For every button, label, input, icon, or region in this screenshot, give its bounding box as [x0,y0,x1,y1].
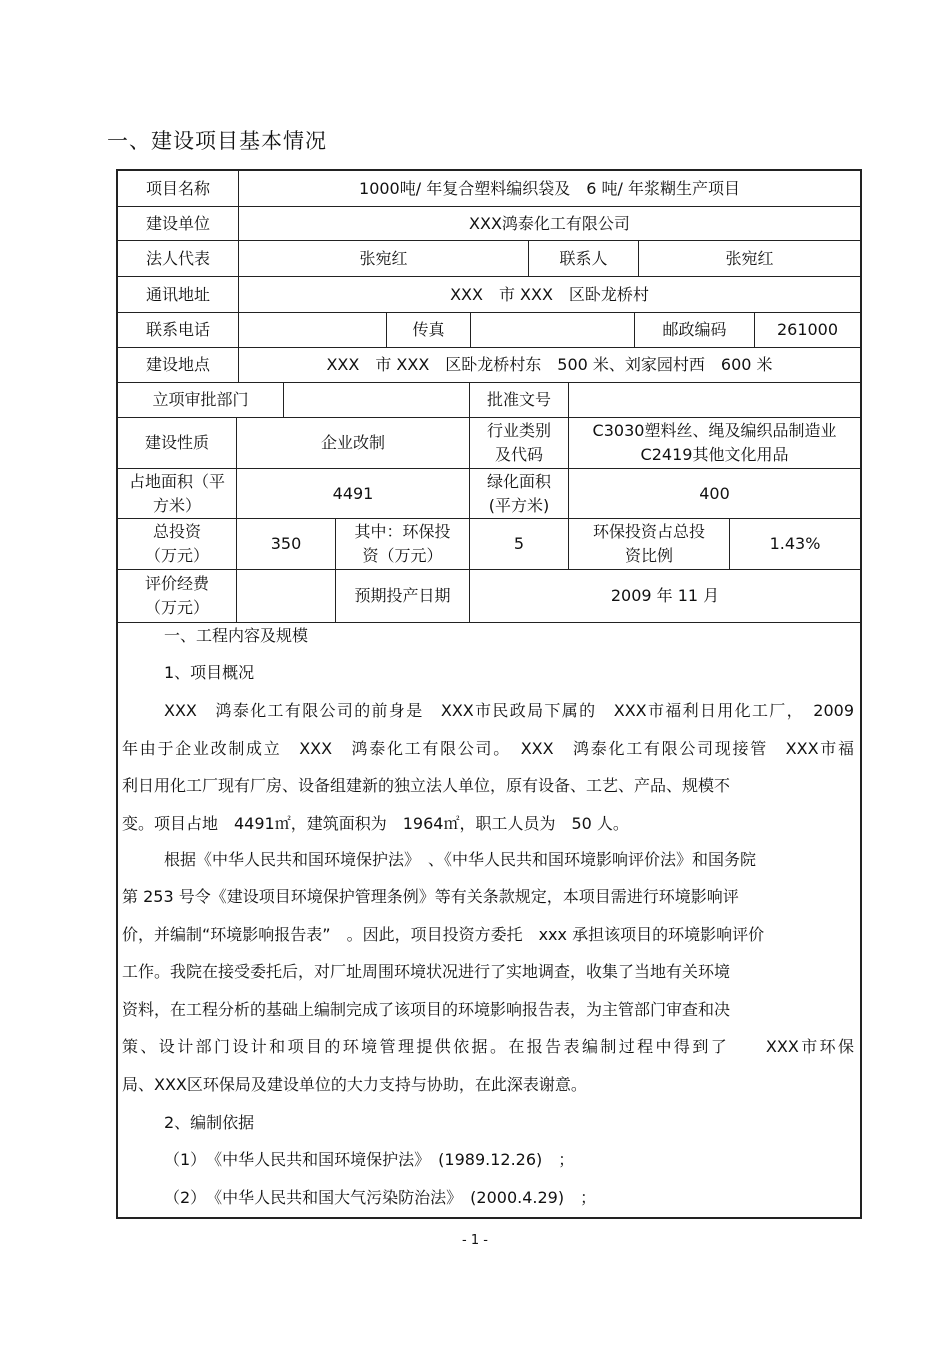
label-total-investment [118,519,236,569]
label-phone: 联系电话 [145,320,210,339]
label-assessment-fee-line2: （万元） [144,598,209,617]
value-industry-code [568,418,860,468]
table-row [118,171,860,207]
label-production-date: 预期投产日期 [335,570,469,622]
label-approval-no: 批准文号 [469,383,568,417]
label-env-ratio-line2: 资比例 [624,546,673,565]
table-row [118,519,860,570]
label-env-ratio [568,519,729,569]
paragraph-line: 利日用化工厂现有厂房、设备组建新的独立法人单位，原有设备、工艺、产品、规模不 [122,776,731,795]
paragraph-line: 根据《中华人民共和国环境保护法》 、《中华人民共和国环境影响评价法》和国务院 [164,850,757,869]
table-row [118,313,860,348]
label-land-area-line1: 占地面积（平 [128,471,225,491]
paragraph-line: 局、XXX区环保局及建设单位的大力支持与协助，在此深表谢意。 [122,1075,587,1094]
paragraph-line: 资料，在工程分析的基础上编制完成了该项目的环境影响报告表，为主管部门审查和决 [122,1000,731,1019]
table-row [118,469,860,519]
section-heading: 一、工程内容及规模 [164,626,309,645]
label-green-area-line2: (平方米) [488,495,550,515]
value-contact: 张宛红 [638,241,860,276]
value-construction-unit: XXX鸿泰化工有限公司 [238,207,860,240]
value-green-area: 400 [568,469,860,518]
value-phone [238,313,386,347]
value-address: XXX 市 XXX 区卧龙桥村 [238,277,860,312]
label-approval-dept: 立项审批部门 [152,390,249,409]
value-postcode: 261000 [754,313,860,347]
label-nature: 建设性质 [144,433,209,452]
label-fax: 传真 [386,313,470,347]
label-land-area-line2: 方米） [152,495,201,515]
project-description [118,623,860,1217]
table-row [118,277,860,313]
value-site: XXX 市 XXX 区卧龙桥村东 500 米、刘家园村西 600 米 [238,348,860,382]
label-total-investment-line2: （万元） [144,546,209,565]
page-title: 一、建设项目基本情况 [107,129,327,153]
value-assessment-fee [236,570,335,622]
reference-item: （1） 《中华人民共和国环境保护法》 (1989.12.26) ； [164,1150,575,1169]
label-total-investment-line1: 总投资 [152,522,201,541]
table-row [118,383,860,418]
subsection-heading: 1、项目概况 [164,663,255,682]
label-industry-code [469,418,568,468]
subsection-heading: 2、编制依据 [164,1113,255,1132]
paragraph-line: 工作。我院在接受委托后，对厂址周围环境状况进行了实地调查，收集了当地有关环境 [122,962,731,981]
paragraph-line: 年由于企业改制成立 XXX 鸿泰化工有限公司。 XXX 鸿泰化工有限公司现接管 XXX市福 [122,739,854,758]
paragraph-line: 价，并编制“环境影响报告表” 。因此，项目投资方委托 xxx 承担该项目的环境影响评价 [122,925,765,944]
label-postcode: 邮政编码 [634,313,754,347]
value-approval-dept [283,383,469,417]
table-row [118,241,860,277]
label-assessment-fee-line1: 评价经费 [144,574,209,593]
page-number: - 1 - [462,1233,488,1248]
value-project-name: 1000吨/ 年复合塑料编织袋及 6 吨/ 年浆糊生产项目 [238,171,860,206]
value-land-area: 4491 [236,469,469,518]
value-nature: 企业改制 [236,418,469,468]
label-env-investment-line1: 其中：环保投 [354,522,451,541]
value-total-investment: 350 [236,519,335,569]
label-industry-code-line1: 行业类别 [486,421,551,440]
label-env-ratio-line1: 环保投资占总投 [592,522,705,541]
label-env-investment [335,519,469,569]
value-industry-code-line1: C3030塑料丝、绳及编织品制造业 [592,421,837,440]
value-production-date: 2009 年 11 月 [469,570,860,622]
paragraph-line: 策、设计部门设计和项目的环境管理提供依据。在报告表编制过程中得到了 XXX市环保 [122,1037,854,1056]
label-project-name: 项目名称 [145,178,210,198]
value-industry-code-line2: C2419其他文化用品 [640,445,789,464]
label-assessment-fee [118,570,236,622]
table-row [118,570,860,623]
label-green-area-line1: 绿化面积 [486,471,551,491]
label-industry-code-line2: 及代码 [494,445,543,464]
label-green-area [469,469,568,518]
label-legal-rep: 法人代表 [145,248,210,268]
project-info-table [116,169,862,1219]
paragraph-line: 变。项目占地 4491㎡，建筑面积为 1964㎡，职工人员为 50 人。 [122,814,629,833]
value-env-investment: 5 [469,519,568,569]
label-site: 建设地点 [145,355,210,374]
label-construction-unit: 建设单位 [145,213,210,233]
table-row [118,418,860,469]
table-row [118,207,860,241]
label-contact: 联系人 [528,241,638,276]
value-approval-no [568,383,860,417]
label-land-area [118,469,236,518]
label-env-investment-line2: 资（万元） [362,546,443,565]
table-row [118,348,860,383]
value-fax [470,313,634,347]
value-env-ratio: 1.43% [729,519,860,569]
label-address: 通讯地址 [145,284,210,304]
paragraph-line: 第 253 号令《建设项目环境保护管理条例》等有关条款规定，本项目需进行环境影响评 [122,887,739,906]
reference-item: （2） 《中华人民共和国大气污染防治法》 (2000.4.29) ； [164,1188,597,1207]
paragraph-line: XXX 鸿泰化工有限公司的前身是 XXX市民政局下属的 XXX市福利日用化工厂， 2009 [164,701,854,720]
value-legal-rep: 张宛红 [238,241,528,276]
